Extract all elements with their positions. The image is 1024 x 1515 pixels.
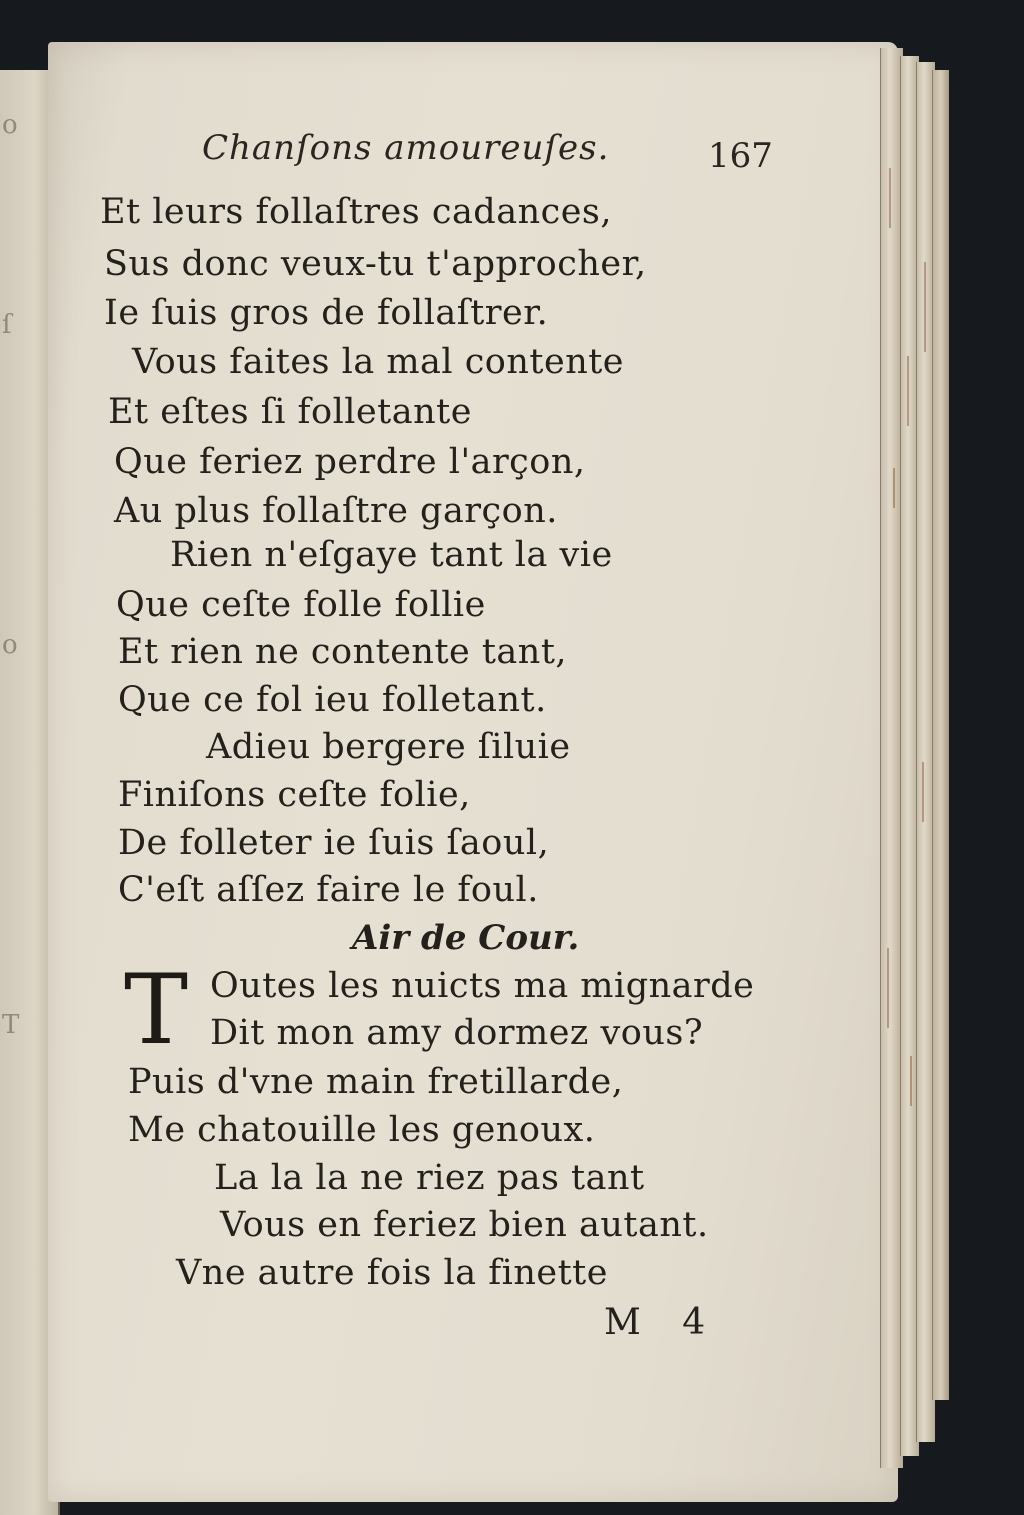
page-edge-stack-4 — [932, 70, 949, 1400]
verse-line: Vous faites la mal contente — [132, 342, 625, 382]
verse-line: Puis d'vne main fretillarde, — [128, 1062, 624, 1102]
verse-line: Adieu bergere ſiluie — [206, 727, 571, 767]
verse-line: Ie ſuis gros de follaſtrer. — [104, 293, 549, 333]
verse-line: Finiſons ceſte folie, — [118, 775, 471, 815]
verse-line: Et eſtes ſi folletante — [108, 392, 472, 432]
verse-line: Vne autre fois la finette — [176, 1253, 608, 1293]
verse-line: C'eſt aſſez faire le foul. — [118, 870, 539, 910]
verse-line: Que ceſte folle follie — [116, 585, 486, 625]
verse-line: Vous en feriez bien autant. — [220, 1205, 709, 1245]
verse-line: Que feriez perdre l'arçon, — [114, 442, 586, 482]
verse-line: Et rien ne contente tant, — [118, 632, 568, 672]
drop-cap: T — [124, 954, 189, 1066]
running-title: Chanſons amoureuſes. — [202, 128, 610, 168]
verse-line: Et leurs follaſtres cadances, — [100, 192, 613, 232]
verse-line: De folleter ie ſuis ſaoul, — [118, 823, 550, 863]
verse-line: Que ce fol ieu folletant. — [118, 680, 547, 720]
facing-page-edge: o ſ o T — [0, 70, 60, 1515]
verse-line: Rien n'eſgaye tant la vie — [170, 535, 613, 575]
page-number: 167 — [708, 136, 773, 176]
verse-line: La la la ne riez pas tant — [214, 1158, 645, 1198]
verse-line: Me chatouille les genoux. — [128, 1110, 596, 1150]
verse-line: Outes les nuicts ma mignarde — [210, 966, 755, 1006]
verse-line: Au plus follaſtre garçon. — [114, 491, 558, 531]
section-heading: Air de Cour. — [352, 918, 580, 958]
verse-line: Sus donc veux-tu t'approcher, — [104, 244, 647, 284]
signature-mark: M 4 — [604, 1302, 706, 1343]
verse-line: Dit mon amy dormez vous? — [210, 1013, 704, 1053]
